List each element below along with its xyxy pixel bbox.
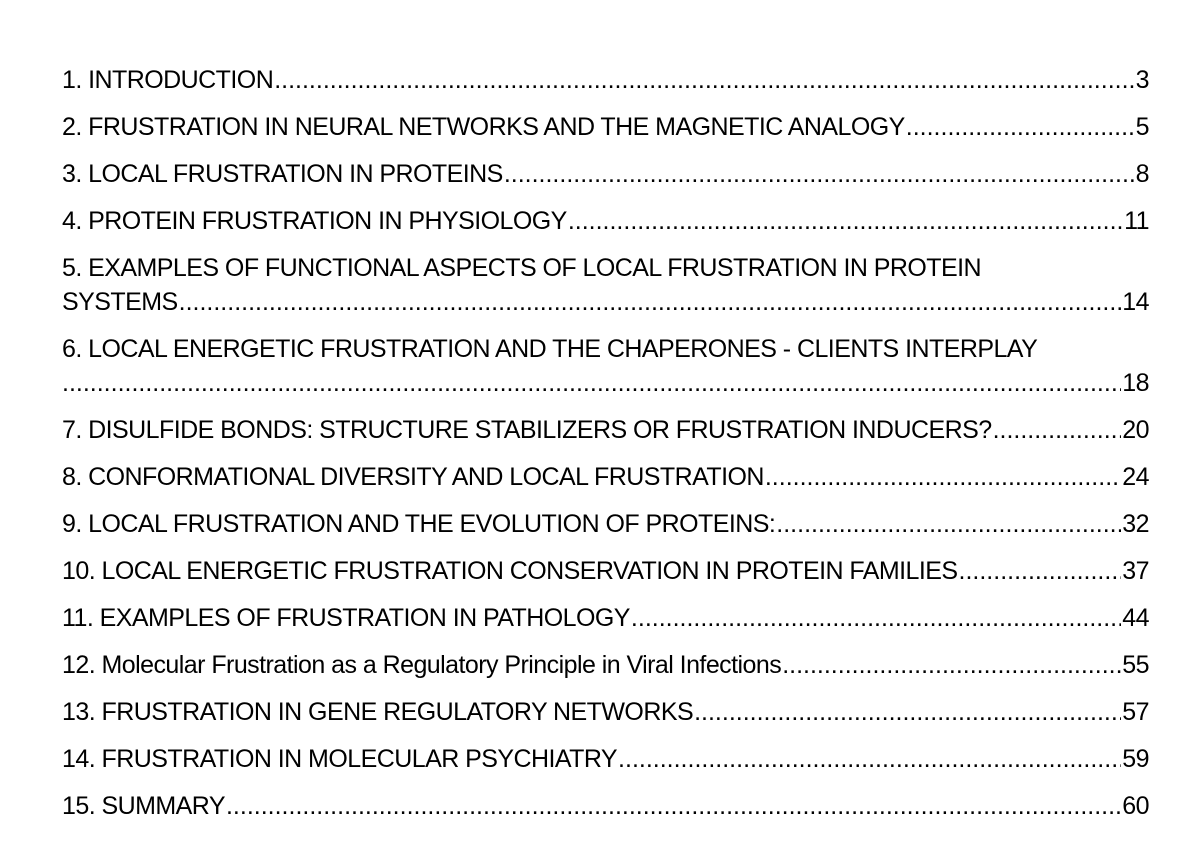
toc-entry-functional-aspects[interactable] [62,251,1149,319]
dot-leader [179,285,1122,319]
toc-entry-title: 12. Molecular Frustration as a Regulatory Principle in Viral Infections [62,651,782,679]
toc-entry-conservation[interactable] [62,554,1149,588]
toc-entry-psychiatry[interactable] [62,742,1149,776]
toc-entry-title-line1: 6. LOCAL ENERGETIC FRUSTRATION AND THE CHAPERONES - CLIENTS INTERPLAY [62,335,1038,363]
dot-leader [765,460,1121,494]
dot-leader [776,507,1121,541]
toc-entry-gene-regulatory[interactable] [62,695,1149,729]
toc-entry-pathology[interactable] [62,601,1149,635]
toc-entry-conformational-diversity[interactable] [62,460,1149,494]
toc-entry-title-line1: 5. EXAMPLES OF FUNCTIONAL ASPECTS OF LOCAL FRUSTRATION IN PROTEIN [62,254,982,282]
toc-entry-title: 13. FRUSTRATION IN GENE REGULATORY NETWORKS [62,698,694,726]
toc-entry-physiology[interactable] [62,204,1149,238]
toc-entry-page-number: 57 [1122,698,1149,726]
toc-entry-page-number: 11 [1124,207,1149,235]
toc-entry-local-frustration-proteins[interactable] [62,157,1149,191]
toc-entry-title: 4. PROTEIN FRUSTRATION IN PHYSIOLOGY [62,207,567,235]
toc-entry-page-number: 14 [1122,288,1149,316]
toc-entry-page-number: 3 [1135,66,1149,94]
toc-entry-summary[interactable] [62,789,1149,823]
toc-entry-page-number: 24 [1122,463,1149,491]
dot-leader [226,789,1121,823]
toc-entry-page-number: 20 [1122,416,1149,444]
dot-leader [62,366,1121,400]
toc-entry-neural-networks[interactable] [62,110,1149,144]
toc-entry-chaperones[interactable] [62,332,1149,400]
dot-leader [694,695,1121,729]
toc-entry-viral-infections[interactable] [62,648,1149,682]
toc-entry-title: 2. FRUSTRATION IN NEURAL NETWORKS AND THE MAGNETIC ANALOGY [62,113,905,141]
toc-entry-title: 3. LOCAL FRUSTRATION IN PROTEINS [62,160,503,188]
toc-entry-evolution[interactable] [62,507,1149,541]
dot-leader [959,554,1122,588]
toc-entry-page-number: 32 [1122,510,1149,538]
toc-entry-title: 15. SUMMARY [62,792,225,820]
toc-entry-page-number: 37 [1122,557,1149,585]
toc-entry-title: 9. LOCAL FRUSTRATION AND THE EVOLUTION OF PROTEINS: [62,510,776,538]
dot-leader [631,601,1121,635]
toc-entry-title: 14. FRUSTRATION IN MOLECULAR PSYCHIATRY [62,745,618,773]
toc-entry-page-number: 44 [1122,604,1149,632]
toc-entry-title: 1. INTRODUCTION [62,66,274,94]
toc-entry-page-number: 59 [1122,745,1149,773]
dot-leader [993,413,1122,447]
dot-leader [568,204,1123,238]
toc-entry-page-number: 5 [1135,113,1149,141]
table-of-contents [62,63,1149,836]
toc-entry-title: 8. CONFORMATIONAL DIVERSITY AND LOCAL FRUSTRATION [62,463,764,491]
toc-entry-page-number: 18 [1122,369,1149,397]
dot-leader [274,63,1134,97]
dot-leader [504,157,1135,191]
dot-leader [618,742,1121,776]
toc-entry-page-number: 55 [1122,651,1149,679]
dot-leader [906,110,1135,144]
toc-entry-disulfide-bonds[interactable] [62,413,1149,447]
toc-entry-page-number: 8 [1135,160,1149,188]
dot-leader [782,648,1121,682]
toc-entry-title: 11. EXAMPLES OF FRUSTRATION IN PATHOLOGY [62,604,630,632]
toc-entry-title-line2: SYSTEMS [62,288,178,316]
toc-entry-title: 10. LOCAL ENERGETIC FRUSTRATION CONSERVATION IN PROTEIN FAMILIES [62,557,958,585]
toc-entry-page-number: 60 [1122,792,1149,820]
toc-entry-title: 7. DISULFIDE BONDS: STRUCTURE STABILIZERS OR FRUSTRATION INDUCERS? [62,416,992,444]
toc-entry-introduction[interactable] [62,63,1149,97]
